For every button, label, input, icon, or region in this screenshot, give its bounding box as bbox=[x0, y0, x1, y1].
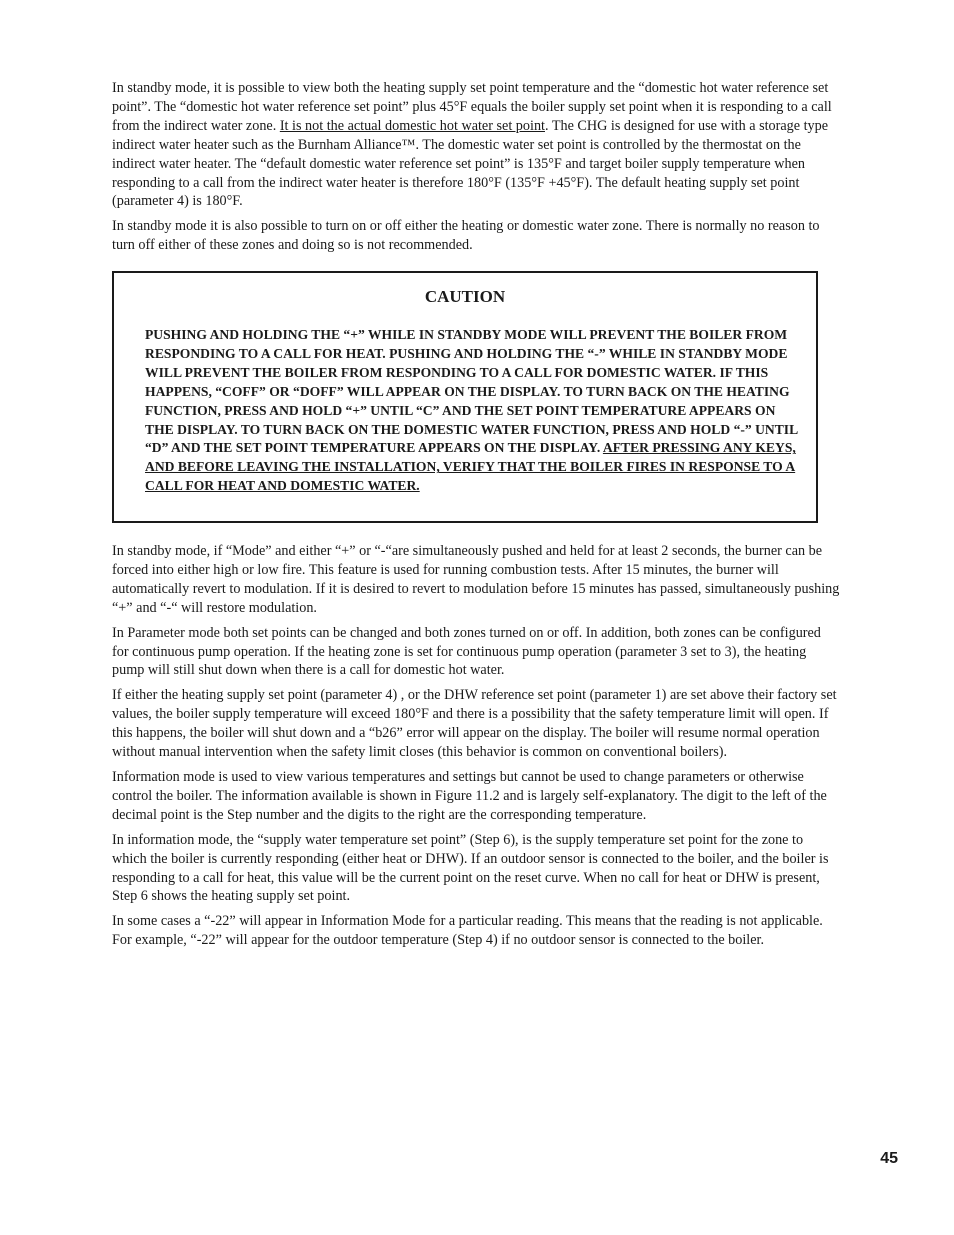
caution-text bbox=[145, 326, 805, 496]
underlined-note: It is not the actual domestic hot water set point bbox=[279, 117, 545, 134]
paragraph-standby-setpoints-start: In standby mode, it is possible to view both the heating supply set point temperature and the “domestic hot water reference set point”. The “domestic hot water reference set point” plus 45°F equals the boiler supply set point when it is responding to a call from the indirect water zone. bbox=[112, 80, 832, 134]
paragraph-standby-setpoints bbox=[112, 79, 840, 211]
page-number: 45 bbox=[880, 1150, 898, 1167]
paragraph-standby-setpoints-end: . The CHG is designed for use with a storage type indirect water heater such as the Burnham Alliance™. The domestic water set point is controlled by the thermostat on the indirect water heater. The “default domestic water reference set point” is 135°F and target boiler supply temperature when responding to a call from the indirect water heater is therefore 180°F (135°F +45°F). The default heating supply set point (parameter 4) is 180°F. bbox=[112, 117, 829, 210]
paragraph-parameter-mode: In Parameter mode both set points can be changed and both zones turned on or off. In addition, both zones can be configured for continuous pump operation. If the heating zone is set for continuous pump operation (parameter 3 set to 3), the heating pump will still shut down when there is a call for domestic hot water. bbox=[112, 624, 821, 679]
caution-text-main: PUSHING AND HOLDING THE “+” WHILE IN STANDBY MODE WILL PREVENT THE BOILER FROM RESPONDING TO A CALL FOR HEAT. PUSHING AND HOLDING THE “-” WHILE IN STANDBY MODE WILL PREVENT THE BOILER FROM RESPONDING TO A CALL FOR DOMESTIC WATER. IF THIS HAPPENS, “COFF” OR “DOFF” WILL APPEAR ON THE DISPLAY. TO TURN BACK ON THE HEATING FUNCTION, PRESS AND HOLD “+” UNTIL “C” AND THE SET POINT TEMPERATURE APPEARS ON THE DISPLAY. TO TURN BACK ON THE DOMESTIC WATER FUNCTION, PRESS AND HOLD “-” UNTIL “D” AND THE SET POINT TEMPERATURE APPEARS ON THE DISPLAY. bbox=[145, 327, 798, 456]
upper-text bbox=[112, 79, 840, 261]
paragraph-safety-limit: If either the heating supply set point (parameter 4) , or the DHW reference set point (parameter 1) are set above their factory set values, the boiler supply temperature will exceed 180°F and there is a possibility that the safety temperature limit will open. If this happens, the boiler will shut down and a “b26” error will appear on the display. The boiler will resume normal operation without manual intervention when the safety limit closes (this behavior is common on conventional boilers). bbox=[112, 687, 837, 761]
paragraph-information-mode: Information mode is used to view various temperatures and settings but cannot be used to change parameters or otherwise control the boiler. The information available is shown in Figure 11.2 and is largely self-explanatory. The digit to the left of the decimal point is the Step number and the digits to the right are the corresponding temperature. bbox=[112, 768, 827, 823]
paragraph-supply-setpoint-step: In information mode, the “supply water temperature set point” (Step 6), is the supply temperature set point for the zone to which the boiler is currently responding (either heat or DHW). If an outdoor sensor is connected to the boiler, and the boiler is responding to a call for heat, this value will be the current point on the reset curve. When no call for heat or DHW is present, Step 6 shows the heating supply set point. bbox=[112, 831, 829, 905]
caution-text-underlined: AFTER PRESSING ANY KEYS, AND BEFORE LEAVING THE INSTALLATION, VERIFY THAT THE BOILER FIRES IN RESPONSE TO A CALL FOR HEAT AND DOMESTIC WATER. bbox=[145, 440, 796, 494]
paragraph-not-applicable: In some cases a “-22” will appear in Information Mode for a particular reading. This means that the reading is not applicable. For example, “-22” will appear for the outdoor temperature (Step 4) if no outdoor sensor is connected to the boiler. bbox=[112, 913, 823, 949]
paragraph-standby-zones: In standby mode it is also possible to turn on or off either the heating or domestic water zone. There is normally no reason to turn off either of these zones and doing so is not recommended. bbox=[112, 218, 820, 254]
lower-text bbox=[112, 542, 840, 956]
caution-title: CAUTION bbox=[424, 287, 506, 306]
caution-box bbox=[112, 271, 818, 523]
paragraph-forced-fire: In standby mode, if “Mode” and either “+” or “-“are simultaneously pushed and held for at least 2 seconds, the burner can be forced into either high or low fire. This feature is used for running combustion tests. After 15 minutes, the burner will automatically revert to modulation. If it is desired to revert to modulation before 15 minutes has passed, simultaneously pushing “+” and “-“ will restore modulation. bbox=[112, 543, 840, 616]
